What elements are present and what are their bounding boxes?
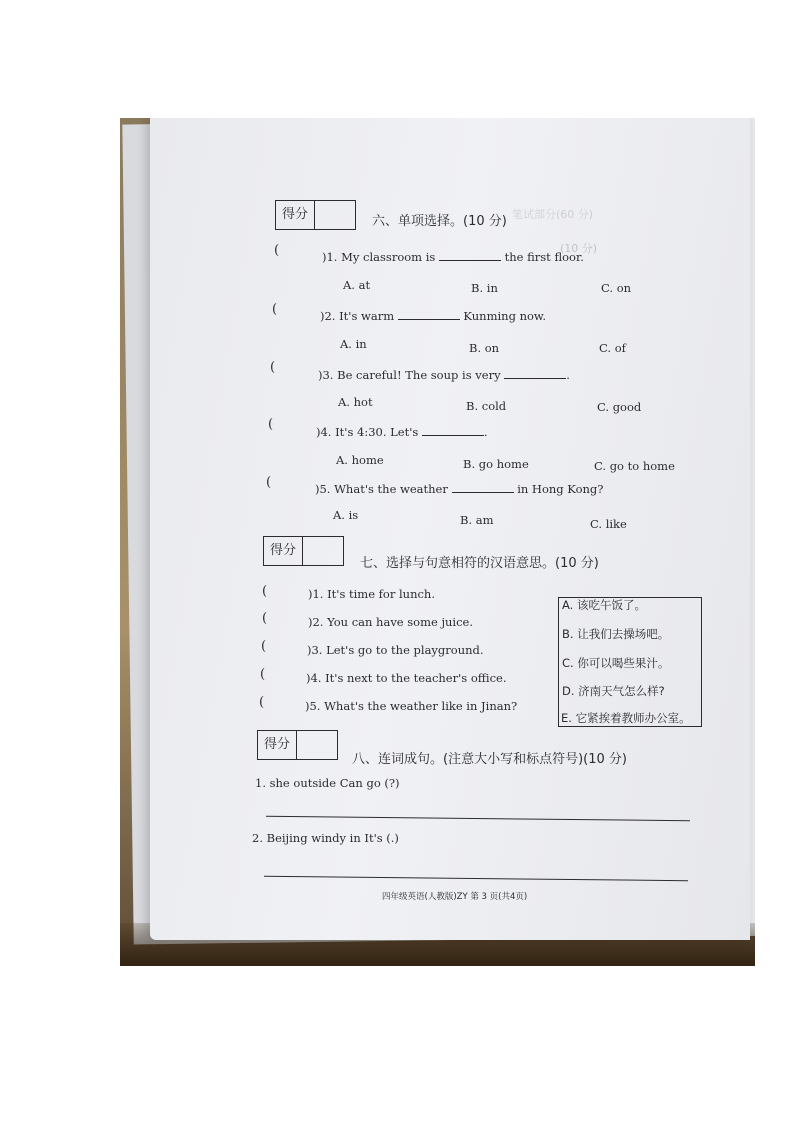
answer-paren: ( <box>262 584 268 599</box>
bleed-through-text: (10 分) <box>560 242 598 255</box>
option-a: A. in <box>340 337 367 351</box>
answer-paren: ( <box>262 611 268 626</box>
score-box <box>263 536 344 566</box>
answer-paren: ( <box>270 360 276 375</box>
question-text: )5. What's the weather <box>315 482 448 496</box>
section-7-title: 七、选择与句意相符的汉语意思。(10 分) <box>360 556 599 571</box>
question-text: )4. It's 4:30. Let's <box>316 425 419 439</box>
choice-b: B. 让我们去操场吧。 <box>562 627 670 641</box>
choice-a: A. 该吃午饭了。 <box>562 598 646 612</box>
answer-paren: ( <box>274 243 280 258</box>
exam-photo <box>120 118 755 966</box>
option-a: A. home <box>336 453 384 467</box>
option-b: B. go home <box>463 457 529 471</box>
question-text: )1. It's time for lunch. <box>308 587 435 601</box>
bleed-through-text: 笔试部分(60 分) <box>512 208 594 221</box>
score-label: 得分 <box>258 731 297 759</box>
question-text: )4. It's next to the teacher's office. <box>306 671 507 685</box>
option-a: A. is <box>333 508 359 522</box>
question-text: )1. My classroom is <box>322 250 436 264</box>
option-a: A. hot <box>338 395 373 409</box>
choice-e: E. 它紧挨着教师办公室。 <box>561 711 691 725</box>
option-c: C. like <box>590 517 627 531</box>
question-text: 2. Beijing windy in It's (.) <box>252 831 399 845</box>
option-b: B. cold <box>466 399 507 413</box>
question-text: )5. What's the weather like in Jinan? <box>305 699 518 713</box>
score-label: 得分 <box>264 537 303 565</box>
question-text: )2. It's warm <box>320 309 395 323</box>
answer-paren: ( <box>266 475 272 490</box>
question-item <box>316 425 488 439</box>
score-box <box>275 200 356 230</box>
option-c: C. go to home <box>594 459 675 473</box>
option-c: C. of <box>599 341 626 355</box>
question-text: 1. she outside Can go (?) <box>255 776 400 790</box>
option-c: C. on <box>601 281 632 295</box>
score-blank[interactable] <box>315 201 355 229</box>
answer-blank[interactable] <box>504 368 566 379</box>
section-8-title: 八、连词成句。(注意大小写和标点符号)(10 分) <box>352 752 627 767</box>
option-c: C. good <box>597 400 642 414</box>
question-text: )3. Be careful! The soup is very <box>318 368 501 382</box>
question-text: in Hong Kong? <box>517 482 604 496</box>
answer-paren: ( <box>261 639 267 654</box>
answer-blank[interactable] <box>422 425 484 436</box>
answer-blank[interactable] <box>439 250 501 261</box>
answer-paren: ( <box>268 417 274 432</box>
question-item <box>315 482 603 496</box>
answer-blank[interactable] <box>398 309 460 320</box>
score-blank[interactable] <box>297 731 337 759</box>
option-a: A. at <box>343 278 371 292</box>
score-box <box>257 730 338 760</box>
question-text: Kunming now. <box>463 309 547 323</box>
answer-paren: ( <box>272 302 278 317</box>
answer-blank[interactable] <box>452 482 514 493</box>
score-blank[interactable] <box>303 537 343 565</box>
question-item <box>318 368 570 382</box>
score-label: 得分 <box>276 201 315 229</box>
exam-sheet <box>150 118 750 940</box>
choice-d: D. 济南天气怎么样? <box>562 684 665 698</box>
option-b: B. on <box>469 341 500 355</box>
answer-paren: ( <box>260 667 266 682</box>
page-footer: 四年级英语(人教版)ZY 第 3 页(共4页) <box>382 892 528 902</box>
question-item <box>322 250 584 264</box>
choice-c: C. 你可以喝些果汁。 <box>562 656 670 670</box>
answer-paren: ( <box>259 695 265 710</box>
question-text: )3. Let's go to the playground. <box>307 643 484 657</box>
question-text: the first floor. <box>504 250 584 264</box>
question-item <box>320 309 546 323</box>
question-text: )2. You can have some juice. <box>308 615 474 629</box>
option-b: B. am <box>460 513 494 527</box>
section-6-title: 六、单项选择。(10 分) <box>372 214 507 229</box>
question-text: . <box>566 368 570 382</box>
question-text: . <box>483 425 488 439</box>
option-b: B. in <box>471 281 498 295</box>
